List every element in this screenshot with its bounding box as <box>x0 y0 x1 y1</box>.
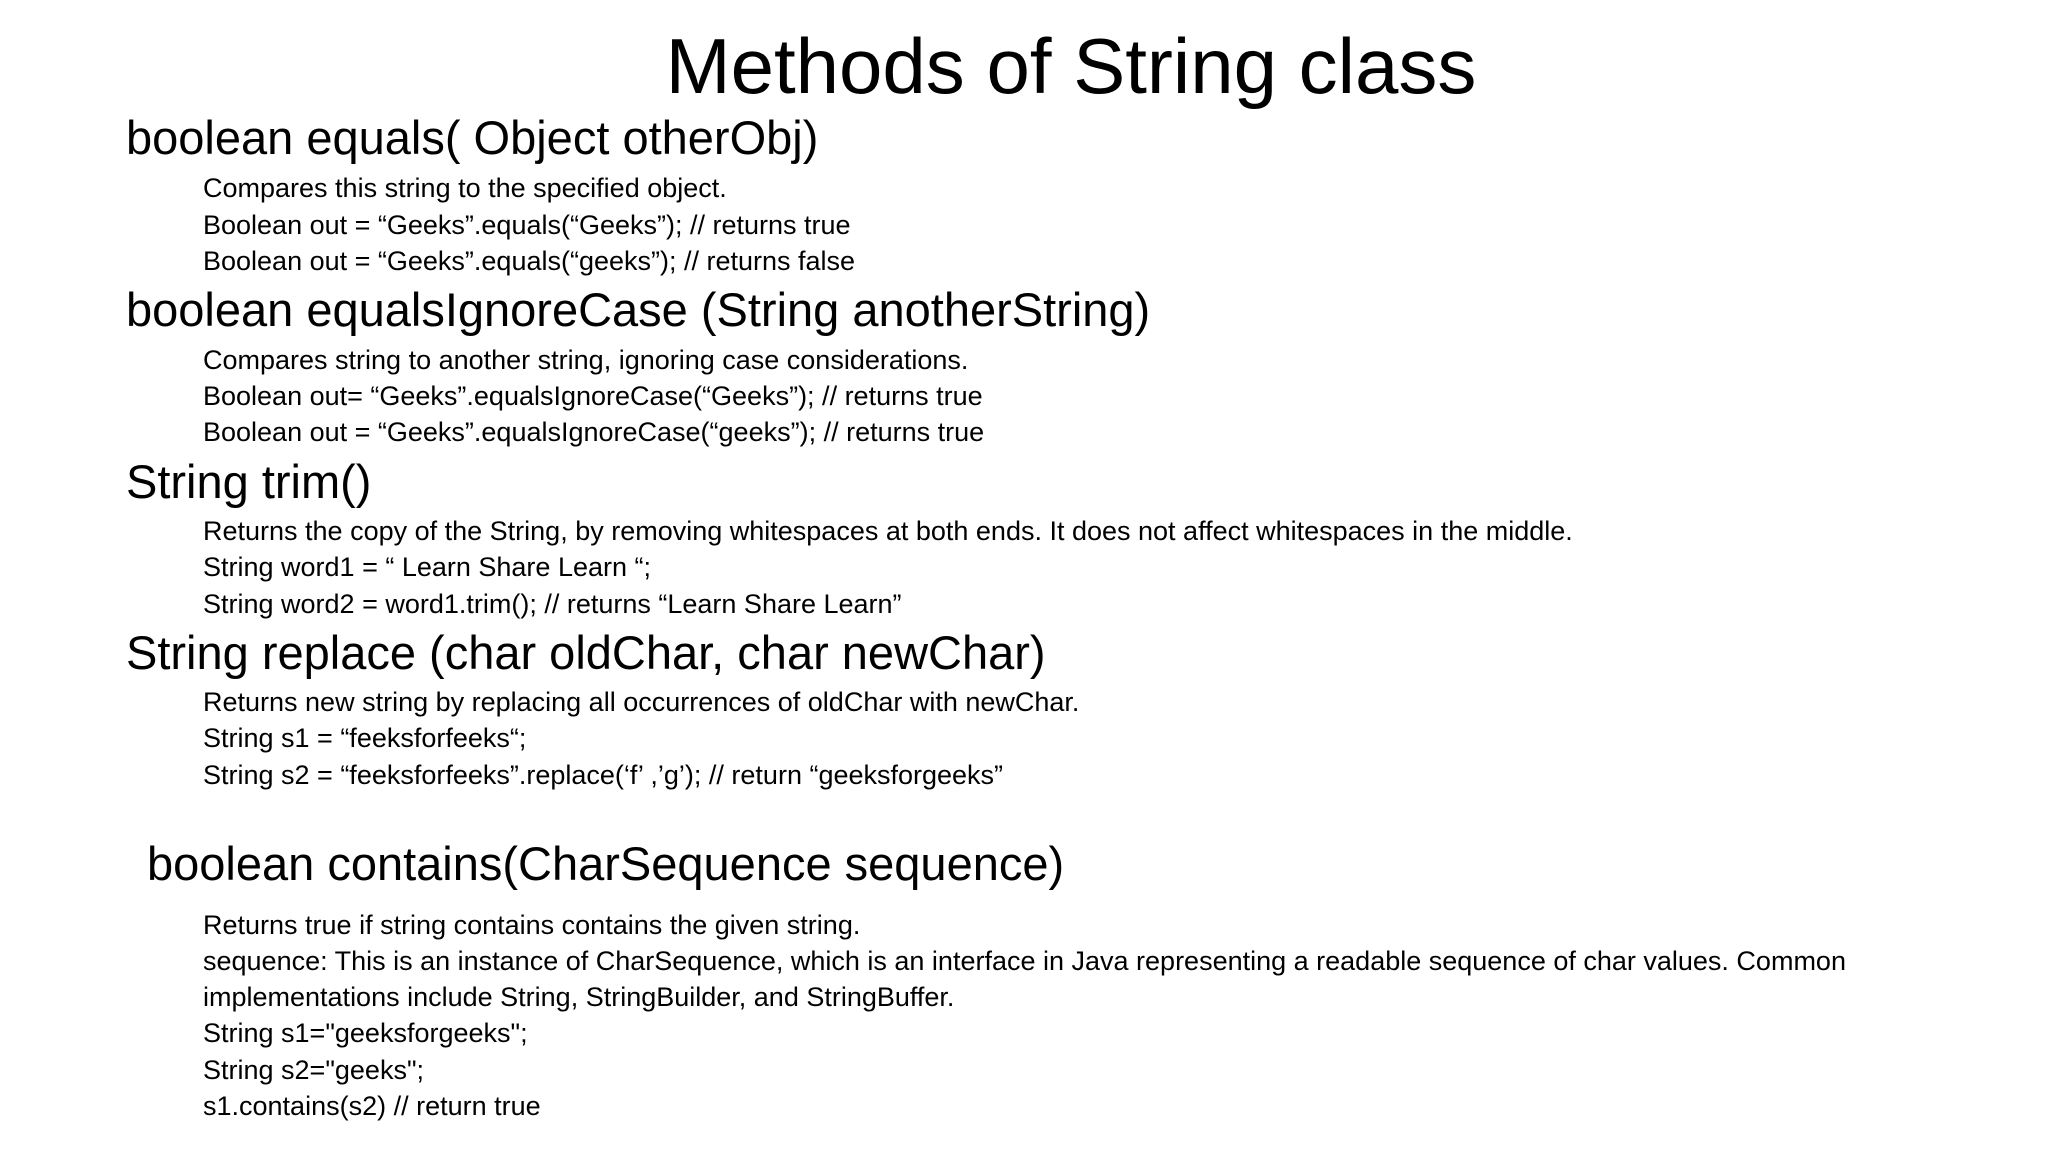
code-example-line: String s2="geeks"; <box>203 1055 425 1085</box>
slide-title: Methods of String class <box>665 22 1477 110</box>
method-heading-trim: String trim() <box>126 455 372 508</box>
method-heading-contains: boolean contains(CharSequence sequence) <box>147 837 1065 890</box>
code-example-line: s1.contains(s2) // return true <box>203 1091 541 1121</box>
code-example-line: String s1="geeksforgeeks"; <box>203 1018 528 1048</box>
method-description-contains: Returns true if string contains contains the given string. <box>203 910 861 940</box>
code-example-line: Boolean out= “Geeks”.equalsIgnoreCase(“Geeks”); // returns true <box>203 381 983 411</box>
method-description-equals: Compares this string to the specified object. <box>203 173 727 203</box>
method-description-trim: Returns the copy of the String, by removing whitespaces at both ends. It does not affect whitespaces in the middle. <box>203 516 1573 546</box>
method-heading-equalsignorecase: boolean equalsIgnoreCase (String anotherString) <box>126 283 1151 336</box>
code-example-line: String word1 = “ Learn Share Learn “; <box>203 552 651 582</box>
code-example-line: Boolean out = “Geeks”.equals(“Geeks”); // returns true <box>203 210 851 240</box>
method-description-replace: Returns new string by replacing all occurrences of oldChar with newChar. <box>203 687 1080 717</box>
method-description-contains-detail: sequence: This is an instance of CharSequence, which is an interface in Java representing a readable sequence of char values. Common <box>203 946 1846 976</box>
method-description-equalsignorecase: Compares string to another string, ignoring case considerations. <box>203 345 969 375</box>
code-example-line: Boolean out = “Geeks”.equalsIgnoreCase(“geeks”); // returns true <box>203 417 985 447</box>
code-example-line: String s1 = “feeksforfeeks“; <box>203 723 527 753</box>
code-example-line: String word2 = word1.trim(); // returns “Learn Share Learn” <box>203 589 902 619</box>
method-heading-replace: String replace (char oldChar, char newChar) <box>126 626 1046 679</box>
method-heading-equals: boolean equals( Object otherObj) <box>126 111 819 164</box>
method-description-contains-detail: implementations include String, StringBuilder, and StringBuffer. <box>203 982 955 1012</box>
code-example-line: String s2 = “feeksforfeeks”.replace(‘f’ ,’g’); // return “geeksforgeeks” <box>203 760 1004 790</box>
code-example-line: Boolean out = “Geeks”.equals(“geeks”); // returns false <box>203 246 856 276</box>
